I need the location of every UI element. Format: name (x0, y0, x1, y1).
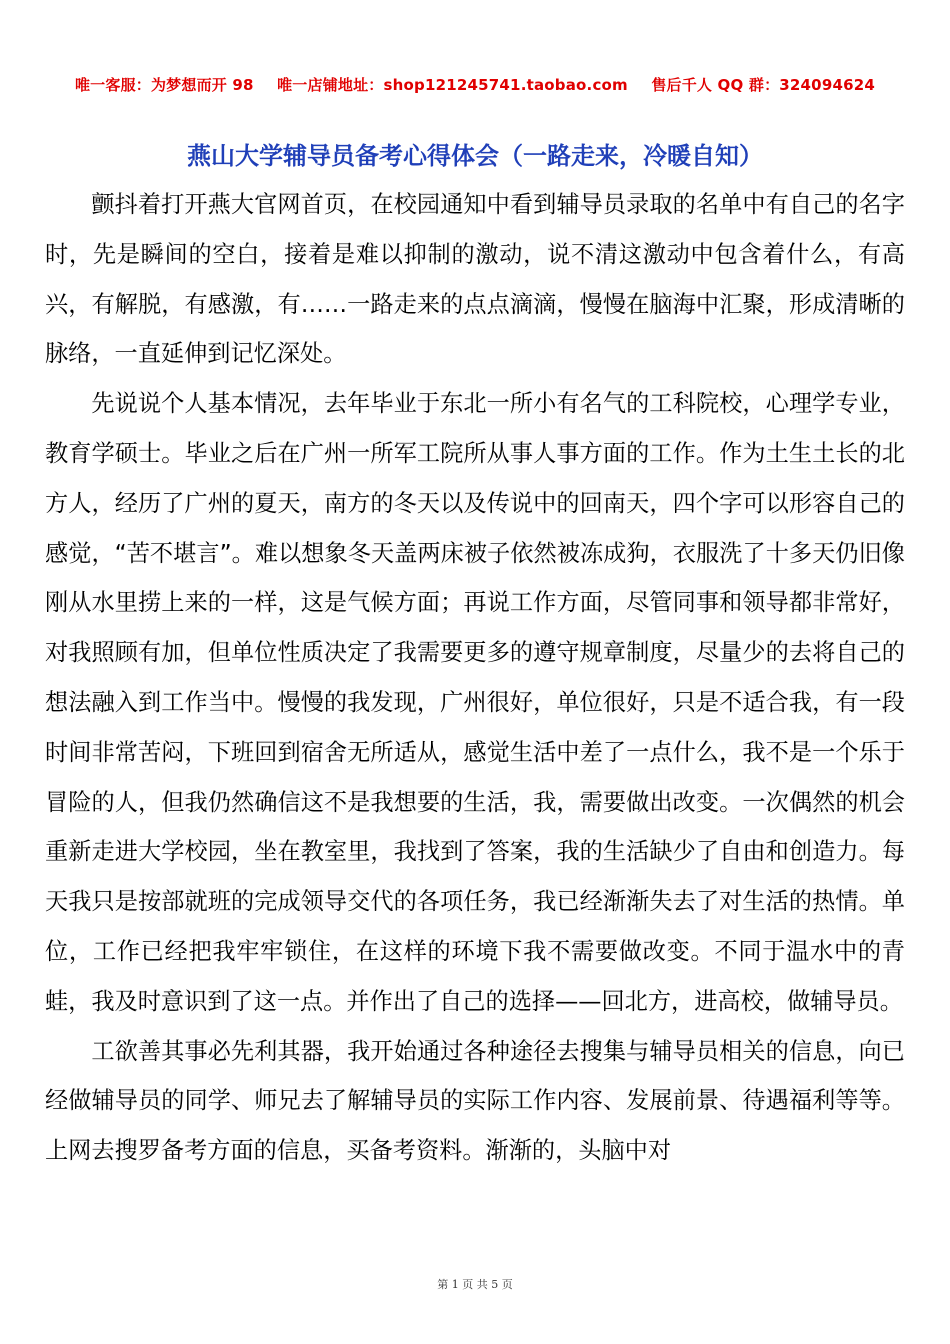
paragraph-3: 工欲善其事必先利其器，我开始通过各种途径去搜集与辅导员相关的信息，向已经做辅导员的同学、师兄去了解辅导员的实际工作内容、发展前景、待遇福利等等。上网去搜罗备考方面的信息，买备考资料。渐渐的，头脑中对 (45, 1037, 905, 1165)
page-footer: 第 1 页 共 5 页 (437, 1278, 513, 1291)
page-header (0, 74, 950, 95)
header-service: 唯一客服：为梦想而开 98 (74, 76, 254, 94)
header-qq: 售后千人 QQ 群：324094624 (651, 76, 876, 94)
document-title: 燕山大学辅导员备考心得体会（一路走来，冷暖自知） (187, 142, 763, 170)
paragraph-1: 颤抖着打开燕大官网首页，在校园通知中看到辅导员录取的名单中有自己的名字时，先是瞬间的空白，接着是难以抑制的激动，说不清这激动中包含着什么，有高兴，有解脱，有感激，有……一路走来的点点滴滴，慢慢在脑海中汇聚，形成清晰的脉络，一直延伸到记忆深处。 (45, 191, 905, 368)
document-body (45, 180, 905, 1176)
header-shop: 唯一店铺地址：shop121245741.taobao.com (277, 76, 628, 94)
paragraph-2: 先说说个人基本情况，去年毕业于东北一所小有名气的工科院校，心理学专业，教育学硕士。毕业之后在广州一所军工院所从事人事方面的工作。作为土生土长的北方人，经历了广州的夏天，南方的冬天以及传说中的回南天，四个字可以形容自己的感觉，“苦不堪言”。难以想象冬天盖两床被子依然被冻成狗，衣服洗了十多天仍旧像刚从水里捞上来的一样，这是气候方面；再说工作方面，尽管同事和领导都非常好，对我照顾有加，但单位性质决定了我需要更多的遵守规章制度，尽量少的去将自己的想法融入到工作当中。慢慢的我发现，广州很好，单位很好，只是不适合我，有一段时间非常苦闷，下班回到宿舍无所适从，感觉生活中差了一点什么，我不是一个乐于冒险的人，但我仍然确信这不是我想要的生活，我，需要做出改变。一次偶然的机会重新走进大学校园，坐在教室里，我找到了答案，我的生活缺少了自由和创造力。每天我只是按部就班的完成领导交代的各项任务，我已经渐渐失去了对生活的热情。单位，工作已经把我牢牢锁住，在这样的环境下我不需要做改变。不同于温水中的青蛙，我及时意识到了这一点。并作出了自己的选择——回北方，进高校，做辅导员。 (45, 390, 905, 1015)
